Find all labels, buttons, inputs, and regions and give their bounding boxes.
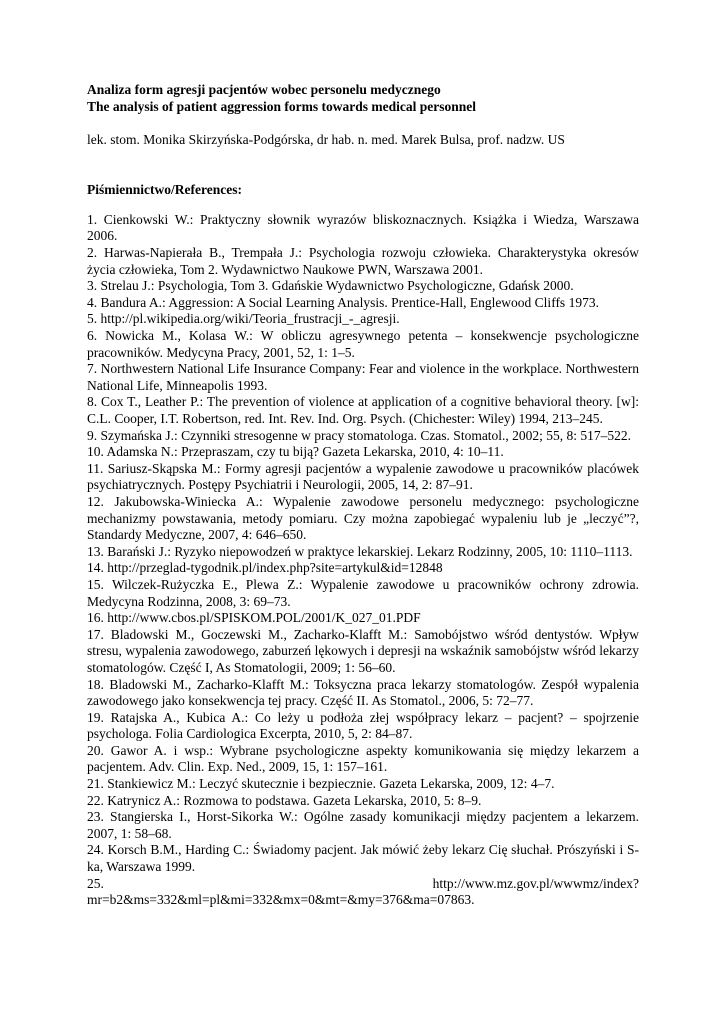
reference-item: 19. Ratajska A., Kubica A.: Co leży u podłoża złej współpracy lekarz – pacjent? – spojrzenie psychologa. Folia Cardiologica Excerpta, 2010, 5, 2: 84–87. [87, 709, 639, 742]
title-english: The analysis of patient aggression forms towards medical personnel [87, 98, 477, 114]
reference-item: 11. Sariusz-Skąpska M.: Formy agresji pacjentów a wypalenie zawodowe u pracowników placówek psychiatrycznych. Postępy Psychiatrii i Neurologii, 2005, 14, 2: 87–91. [87, 460, 639, 493]
authors-line: lek. stom. Monika Skirzyńska-Podgórska, dr hab. n. med. Marek Bulsa, prof. nadzw. US [87, 132, 565, 148]
reference-item: 12. Jakubowska-Winiecka A.: Wypalenie zawodowe personelu medycznego: psychologiczne mechanizmy powstawania, metody pomiaru. Czy można zapobiegać wypaleniu lub je „leczyć”?, Standardy Medyczne, 2007, 4: 646–650. [87, 493, 639, 543]
reference-item: 1. Cienkowski W.: Praktyczny słownik wyrazów bliskoznacznych. Książka i Wiedza, Warszawa 2006. [87, 211, 639, 244]
reference-item: 3. Strelau J.: Psychologia, Tom 3. Gdańskie Wydawnictwo Psychologiczne, Gdańsk 2000. [87, 278, 574, 294]
reference-item: 14. http://przeglad-tygodnik.pl/index.php?site=artykul&id=12848 [87, 560, 443, 576]
reference-item: 15. Wilczek-Rużyczka E., Plewa Z.: Wypalenie zawodowe u pracowników ochrony zdrowia. Medycyna Rodzinna, 2008, 3: 69–73. [87, 576, 639, 609]
reference-item: 8. Cox T., Leather P.: The prevention of violence at application of a cognitive behavioral theory. [w]: C.L. Cooper, I.T. Robertson, red. Int. Rev. Ind. Org. Psych. (Chichester: Wiley) 1994, 213–245. [87, 394, 639, 426]
reference-item: 24. Korsch B.M., Harding C.: Świadomy pacjent. Jak mówić żeby lekarz Cię słuchał. Prószyński i S-ka, Warszawa 1999. [87, 842, 639, 875]
reference-item: 7. Northwestern National Life Insurance Company: Fear and violence in the workplace. Northwestern National Life, Minneapolis 1993. [87, 361, 639, 393]
reference-item: 9. Szymańska J.: Czynniki stresogenne w pracy stomatologa. Czas. Stomatol., 2002; 55, 8: 517–522. [87, 427, 632, 443]
reference-item: 20. Gawor A. i wsp.: Wybrane psychologiczne aspekty komunikowania się między lekarzem a pacjentem. Adv. Clin. Exp. Ned., 2009, 15, 1: 157–161. [87, 742, 639, 775]
reference-item: 16. http://www.cbos.pl/SPISKOM.POL/2001/K_027_01.PDF [87, 610, 421, 626]
reference-item: 17. Bladowski M., Goczewski M., Zacharko-Klafft M.: Samobójstwo wśród dentystów. Wpływ stresu, wypalenia zawodowego, zaburzeń lękowych i depresji na wskaźnik samobójstw wśród lekarzy stomatologów. Część I, As Stomatologii, 2009; 1: 56–60. [87, 626, 639, 675]
reference-item: 23. Stangierska I., Horst-Sikorka W.: Ogólne zasady komunikacji między pacjentem a lekarzem. 2007, 1: 58–68. [87, 809, 639, 841]
reference-item: 4. Bandura A.: Aggression: A Social Learning Analysis. Prentice-Hall, Englewood Cliffs 1973. [87, 294, 599, 310]
reference-item: 6. Nowicka M., Kolasa W.: W obliczu agresywnego petenta – konsekwencje psychologiczne pracowników. Medycyna Pracy, 2001, 52, 1: 1–5. [87, 328, 639, 360]
reference-item: 21. Stankiewicz M.: Leczyć skutecznie i bezpiecznie. Gazeta Lekarska, 2009, 12: 4–7. [87, 776, 555, 792]
title-polish: Analiza form agresji pacjentów wobec personelu medycznego [87, 82, 441, 97]
reference-item: 13. Barański J.: Ryzyko niepowodzeń w praktyce lekarskiej. Lekarz Rodzinny, 2005, 10: 1110–1113. [87, 543, 633, 559]
reference-item: 5. http://pl.wikipedia.org/wiki/Teoria_frustracji_-_agresji. [87, 311, 400, 327]
reference-item: 2. Harwas-Napierała B., Trempała J.: Psychologia rozwoju człowieka. Charakterystyka okresów życia człowieka, Tom 2. Wydawnictwo Naukowe PWN, Warszawa 2001. [87, 245, 639, 277]
reference-item: 25. http://www.mz.gov.pl/wwwmz/index? mr=b2&ms=332&ml=pl&mi=332&mx=0&mt=&my=376&ma=07863. [87, 875, 639, 908]
reference-item: 22. Katrynicz A.: Rozmowa to podstawa. Gazeta Lekarska, 2010, 5: 8–9. [87, 792, 482, 808]
reference-item: 18. Bladowski M., Zacharko-Klafft M.: Toksyczna praca lekarzy stomatologów. Zespół wypalenia zawodowego jako konsekwencja tej pracy. Część II. As Stomatol., 2006, 5: 72–77. [87, 676, 639, 709]
references-heading: Piśmiennictwo/References: [87, 181, 242, 197]
reference-item: 10. Adamska N.: Przepraszam, czy tu biją? Gazeta Lekarska, 2010, 4: 10–11. [87, 444, 504, 460]
document-page [87, 82, 639, 909]
references-list [87, 212, 639, 909]
